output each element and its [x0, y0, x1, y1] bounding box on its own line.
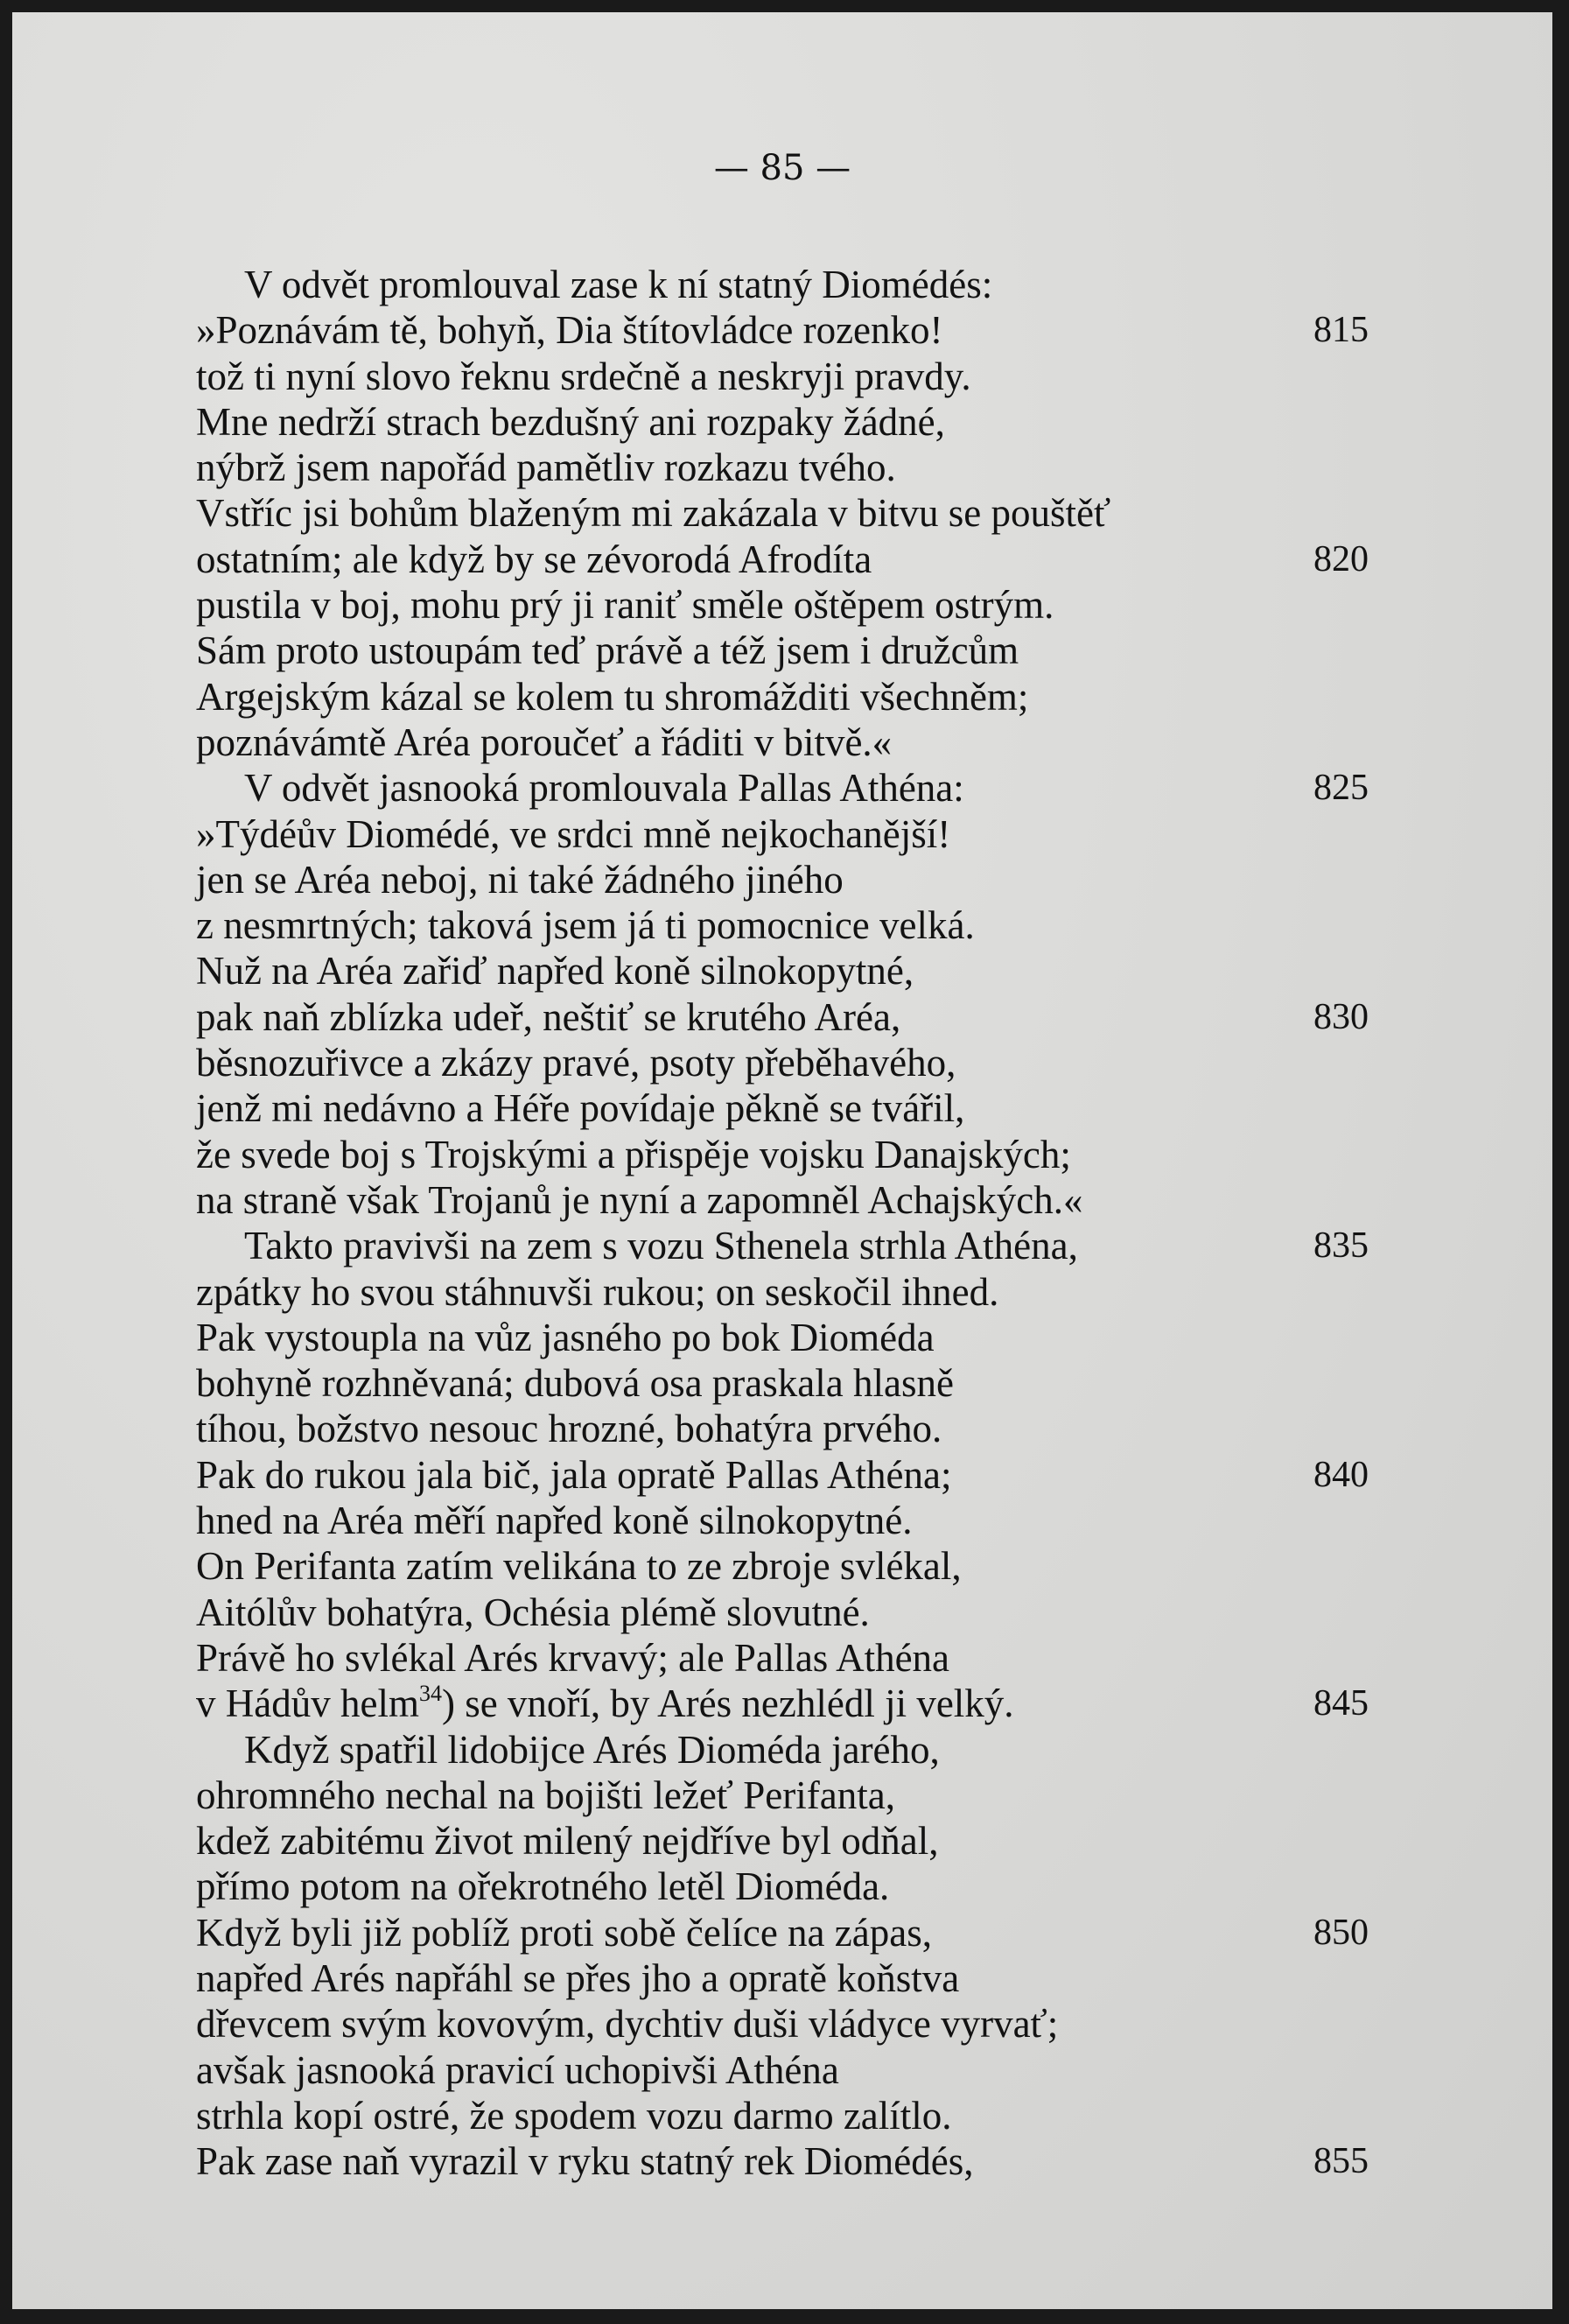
verse-line — [196, 1177, 1360, 1223]
verse-text: avšak jasnooká pravicí uchopivši Athéna — [196, 2047, 839, 2092]
verse-line — [196, 537, 1369, 582]
verse-text: V odvět jasnooká promlouvala Pallas Athéna: — [244, 766, 964, 811]
verse-line — [196, 1681, 1369, 1726]
verse-line — [196, 1498, 1360, 1543]
verse-text: že svede boj s Trojskými a přispěje vojsku Danajských; — [196, 1132, 1071, 1176]
verse-text: Pak zase naň vyrazil v ryku statný rek Diomédés, — [196, 2139, 974, 2184]
verse-line — [196, 490, 1360, 536]
verse-text: pak naň zblízka udeř, neštiť se krutého Aréa, — [196, 994, 901, 1039]
verse-text: poznávámtě Aréa poroučeť a řáditi v bitvě.« — [196, 720, 893, 764]
verse-text: dřevcem svým kovovým, dychtiv duši vládyce vyrvať; — [196, 2002, 1059, 2047]
verse-text: »Týdéův Diomédé, ve srdci mně nejkochanější! — [196, 811, 951, 856]
verse-line — [196, 674, 1360, 720]
line-number: 825 — [1313, 768, 1369, 809]
verse-line — [196, 354, 1360, 399]
verse-line — [196, 628, 1360, 673]
verse-line — [196, 1955, 1360, 2001]
verse-text: Vstříc jsi bohům blaženým mi zakázala v bitvu se pouštěť — [196, 491, 1111, 536]
book-page — [12, 12, 1552, 2309]
line-number: 855 — [1313, 2141, 1369, 2182]
verse-line — [196, 2138, 1369, 2184]
verse-line — [196, 582, 1360, 628]
verse-text: Nuž na Aréa zařiď napřed koně silnokopytné, — [196, 949, 914, 993]
line-number: 850 — [1313, 1912, 1369, 1953]
verse-line — [196, 765, 1369, 811]
verse-text: na straně však Trojanů je nyní a zapomněl Achajských.« — [196, 1177, 1083, 1222]
verse-text: jen se Aréa neboj, ni také žádného jiného — [196, 857, 844, 902]
verse-line — [196, 857, 1360, 902]
verse-text: nýbrž jsem napořád pamětliv rozkazu tvého. — [196, 446, 896, 490]
verse-text: ohromného nechal na bojišti ležeť Perifanta, — [196, 1773, 895, 1817]
verse-text: z nesmrtných; taková jsem já ti pomocnice velká. — [196, 903, 975, 948]
verse-text: Když spatřil lidobijce Arés Dioméda jarého, — [244, 1727, 940, 1772]
verse-line — [196, 1452, 1369, 1498]
verse-line — [196, 1406, 1360, 1451]
verse-line — [196, 2047, 1360, 2093]
line-number: 815 — [1313, 310, 1369, 351]
verse-line — [196, 1223, 1369, 1268]
verse-line — [196, 1590, 1360, 1635]
line-number: 835 — [1313, 1225, 1369, 1267]
verse-text: bohyně rozhněvaná; dubová osa praskala hlasně — [196, 1361, 954, 1406]
verse-text: On Perifanta zatím velikána to ze zbroje svlékal, — [196, 1544, 962, 1589]
verse-text: Když byli již poblíž proti sobě čelíce na zápas, — [196, 1910, 932, 1955]
verse-text: strhla kopí ostré, že spodem vozu darmo zalítlo. — [196, 2093, 952, 2138]
verse-line — [196, 262, 1360, 307]
verse-text: tíhou, božstvo nesouc hrozné, bohatýra prvého. — [196, 1407, 942, 1451]
line-number: 840 — [1313, 1454, 1369, 1495]
verse-text: napřed Arés napřáhl se přes jho a opratě koňstva — [196, 1955, 960, 2000]
verse-line — [196, 902, 1360, 948]
verse-text: Aitólův bohatýra, Ochésia plémě slovutné. — [196, 1590, 870, 1634]
verse-line — [196, 811, 1360, 857]
verse-line — [196, 1773, 1360, 1818]
verse-line — [196, 1727, 1360, 1773]
verse-text: Právě ho svlékal Arés krvavý; ale Pallas Athéna — [196, 1635, 950, 1680]
verse-line — [196, 2093, 1360, 2138]
verse-line — [196, 948, 1360, 993]
verse-line — [196, 1818, 1360, 1864]
verse-text-part: v Hádův helm — [196, 1682, 419, 1726]
verse-block — [196, 262, 1369, 2184]
verse-line — [196, 994, 1369, 1040]
verse-line — [196, 1085, 1360, 1131]
verse-line — [196, 2001, 1360, 2047]
verse-text: zpátky ho svou stáhnuvši rukou; on seskočil ihned. — [196, 1269, 999, 1314]
verse-text: V odvět promlouval zase k ní statný Diomédés: — [244, 263, 993, 306]
line-number: 845 — [1313, 1683, 1369, 1724]
verse-text: Pak do rukou jala bič, jala opratě Pallas Athéna; — [196, 1452, 952, 1497]
verse-text: jenž mi nedávno a Héře povídaje pěkně se tvářil, — [196, 1086, 965, 1131]
verse-line — [196, 1040, 1360, 1085]
verse-text: pustila v boj, mohu prý ji raniť směle oštěpem ostrým. — [196, 583, 1054, 628]
verse-line — [196, 720, 1360, 765]
verse-text: ostatním; ale když by se zévorodá Afrodíta — [196, 537, 872, 581]
verse-line — [196, 1864, 1360, 1909]
verse-text: Argejským kázal se kolem tu shromážditi všechněm; — [196, 674, 1029, 719]
verse-text: Mne nedrží strach bezdušný ani rozpaky žádné, — [196, 399, 945, 444]
verse-text: běsnozuřivce a zkázy pravé, psoty přeběhavého, — [196, 1041, 956, 1085]
verse-line — [196, 1543, 1360, 1589]
verse-line — [196, 1910, 1369, 1955]
verse-text: Pak vystoupla na vůz jasného po bok Dioméda — [196, 1315, 935, 1359]
verse-text: kdež zabitému život milený nejdříve byl odňal, — [196, 1819, 939, 1864]
verse-text: hned na Aréa měří napřed koně silnokopytné. — [196, 1499, 913, 1543]
verse-line — [196, 1360, 1360, 1406]
verse-text — [196, 1681, 1014, 1726]
verse-text: tož ti nyní slovo řeknu srdečně a neskryji pravdy. — [196, 354, 971, 398]
line-number: 830 — [1313, 996, 1369, 1037]
verse-line — [196, 1315, 1360, 1360]
verse-text: »Poznávám tě, bohyň, Dia štítovládce rozenko! — [196, 308, 943, 353]
verse-line — [196, 445, 1360, 490]
verse-line — [196, 1132, 1360, 1177]
verse-text: Takto pravivši na zem s vozu Sthenela strhla Athéna, — [244, 1224, 1078, 1268]
footnote-marker: 34 — [418, 1681, 442, 1707]
line-number: 820 — [1313, 538, 1369, 579]
verse-line — [196, 307, 1369, 353]
verse-text: Sám proto ustoupám teď právě a též jsem i družcům — [196, 628, 1019, 673]
verse-line — [196, 1269, 1360, 1315]
verse-line — [196, 1635, 1360, 1681]
verse-text: přímo potom na ořekrotného letěl Dioméda. — [196, 1864, 890, 1909]
verse-line — [196, 399, 1360, 445]
verse-text-part: ) se vnoří, by Arés nezhlédl ji velký. — [441, 1682, 1014, 1726]
page-number: — 85 — — [713, 148, 851, 188]
